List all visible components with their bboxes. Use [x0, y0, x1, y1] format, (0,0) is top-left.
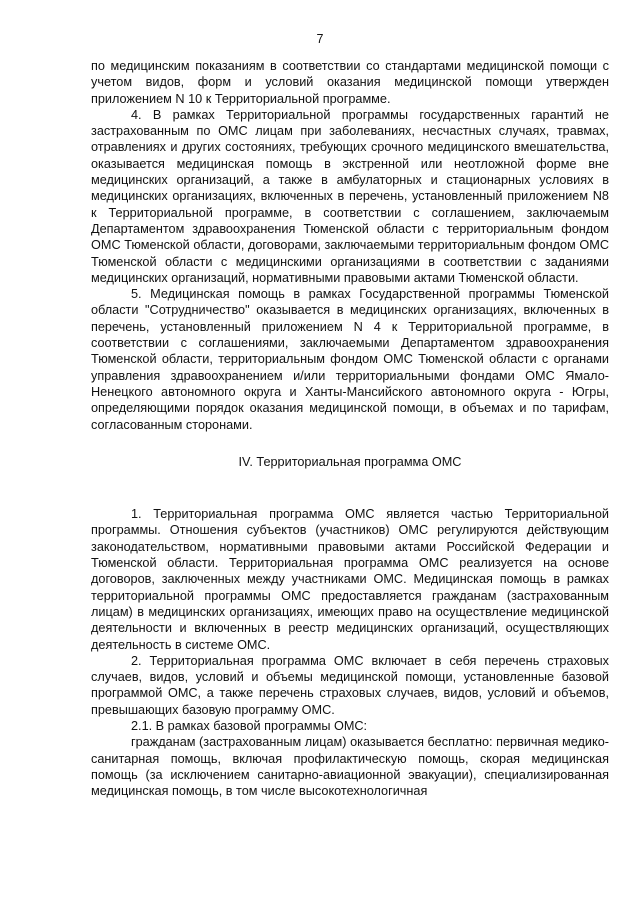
paragraph-continuation: по медицинским показаниям в соответствии со стандартами медицинской помощи с учетом видов, форм и условий оказания медицинской помощи утвержден приложением N 10 к Территориальной программе. — [91, 59, 609, 106]
paragraph-5: 5. Медицинская помощь в рамках Государственной программы Тюменской области "Сотрудничество" оказывается в медицинских организациях, включенных в перечень, установленный приложением N 4 к Территориальной программе, в соответствии с соглашениями, заключаемыми Департаментом здравоохранения Тюменской области, территориальным фондом ОМС Тюменской области с органами управления здравоохранением и/или территориальными фондами ОМС Ямало-Ненецкого автономного округа и Ханты-Мансийского автономного округа - Югры, определяющими порядок оказания медицинской помощи, в объемах и по тарифам, согласованным сторонами. — [91, 287, 609, 432]
document-body — [91, 58, 609, 799]
paragraph-oms-2-1: 2.1. В рамках базовой программы ОМС: — [131, 718, 368, 733]
paragraph-oms-2: 2. Территориальная программа ОМС включает в себя перечень страховых случаев, видов, условий и объемы медицинской помощи, установленные базовой программой ОМС, а также перечень страховых случаев, видов, условий и объемов, превышающих базовую программу ОМС. — [91, 653, 609, 717]
page-number: 7 — [316, 32, 324, 46]
section-heading: IV. Территориальная программа ОМС — [238, 454, 462, 469]
paragraph-4: 4. В рамках Территориальной программы государственных гарантий не застрахованным по ОМС лицам при заболеваниях, несчастных случаях, травмах, отравлениях и других состояниях, требующих срочного медицинского вмешательства, оказывается медицинская помощь в экстренной или неотложной форме вне медицинских организаций, а также в амбулаторных и стационарных условиях в медицинских организациях, включенных в перечень, установленный приложением N8 к Территориальной программе, в соответствии с соглашением, заключаемым Департаментом здравоохранения Тюменской области с территориальным фондом ОМС Тюменской области, договорами, заключаемыми территориальным фондом ОМС Тюменской области с медицинскими организациями в соответствии с заданиями медицинских организаций, нормативными правовыми актами Тюменской области. — [91, 107, 609, 285]
paragraph-oms-1: 1. Территориальная программа ОМС является частью Территориальной программы. Отношения субъектов (участников) ОМС регулируются действующим законодательством, нормативными правовыми актами Российской Федерации и Тюменской области. Территориальная программа ОМС реализуется на основе договоров, заключенных между участниками ОМС. Медицинская помощь в рамках территориальной программы ОМС предоставляется гражданам (застрахованным лицам) в медицинских организациях, имеющих право на осуществление медицинской деятельности и включенных в реестр медицинских организаций, осуществляющих деятельность в системе ОМС. — [91, 507, 609, 652]
paragraph-oms-citizens: гражданам (застрахованным лицам) оказывается бесплатно: первичная медико-санитарная помощь, включая профилактическую помощь, скорая медицинская помощь (за исключением санитарно-авиационной эвакуации), специализированная медицинская помощь, в том числе высокотехнологичная — [91, 735, 609, 799]
